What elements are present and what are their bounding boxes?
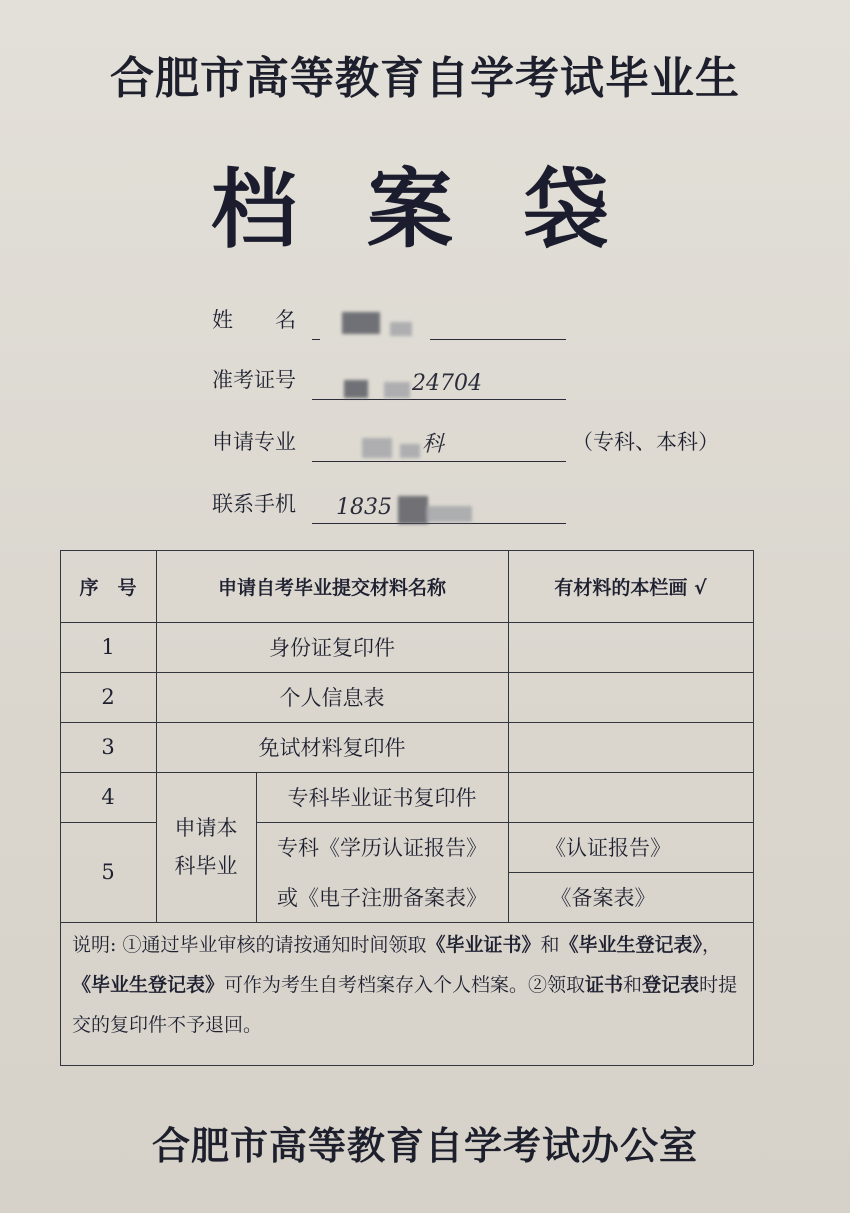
field-name	[212, 300, 572, 340]
field-exam-id-label: 准考证号	[212, 368, 296, 392]
field-major-label: 申请专业	[212, 430, 296, 454]
field-name-label: 姓 名	[212, 308, 296, 332]
redaction-mark	[390, 322, 412, 336]
row-5-material-line2: 或《电子注册备案表》	[277, 886, 487, 910]
redaction-mark	[342, 312, 380, 334]
field-name-underline-b	[430, 339, 566, 340]
note-form2: 《毕业生登记表》	[72, 974, 225, 996]
row-1-material: 身份证复印件	[269, 636, 395, 660]
note-and2: 和	[623, 974, 643, 996]
table-border	[753, 550, 754, 1065]
table-header-seq: 序 号	[79, 576, 137, 599]
table-header-material: 申请自考毕业提交材料名称	[217, 576, 446, 599]
header-title: 合肥市高等教育自学考试毕业生	[110, 53, 740, 104]
field-phone-underline	[312, 523, 566, 524]
field-major-suffix: （专科、本科）	[572, 430, 719, 454]
row-2-seq: 2	[101, 685, 115, 709]
redaction-mark	[426, 506, 472, 522]
row-3-material: 免试材料复印件	[258, 736, 406, 760]
note-mid: 可作为考生自考档案存入个人档案。②领取	[224, 974, 586, 996]
row-4-seq: 4	[101, 785, 115, 809]
redaction-mark	[400, 444, 420, 458]
note-sep: ，	[702, 934, 722, 956]
redaction-mark	[344, 380, 368, 398]
row-5-material-line1: 专科《学历认证报告》	[277, 836, 487, 860]
redaction-mark	[384, 382, 410, 398]
note-cert: 《毕业证书》	[426, 934, 541, 956]
field-phone-label: 联系手机	[212, 492, 296, 516]
field-phone	[212, 484, 572, 524]
group-label-line2: 科毕业	[174, 854, 238, 878]
redaction-mark	[362, 438, 392, 458]
note-cert2: 证书	[585, 974, 624, 996]
note-prefix: 说明: ①通过毕业审核的请按通知时间领取	[72, 934, 427, 956]
field-exam-id-underline	[312, 399, 566, 400]
group-label	[156, 772, 256, 922]
field-name-underline-a	[312, 339, 320, 340]
row-4-material: 专科毕业证书复印件	[287, 786, 477, 810]
note-form: 《毕业生登记表》	[559, 934, 702, 956]
field-major-value: 科	[422, 432, 445, 457]
field-major	[212, 422, 732, 462]
table-border	[60, 1065, 753, 1066]
note-text	[72, 925, 744, 1045]
field-exam-id	[212, 360, 572, 400]
table-border	[60, 922, 753, 923]
row-2-material: 个人信息表	[279, 686, 385, 710]
redaction-mark	[398, 496, 428, 524]
row-5-check-line1: 《认证报告》	[545, 836, 671, 860]
note-form3: 登记表	[642, 974, 700, 996]
footer-title: 合肥市高等教育自学考试办公室	[151, 1123, 698, 1168]
group-label-line1: 申请本	[174, 816, 238, 840]
main-title: 档案袋	[211, 159, 679, 260]
row-5-seq: 5	[101, 860, 115, 884]
row-1-seq: 1	[101, 635, 115, 659]
row-3-seq: 3	[101, 735, 115, 759]
field-exam-id-value: 24704	[412, 371, 482, 396]
field-phone-value: 1835	[336, 495, 392, 520]
note-end: 时提交的复印件不予退回。	[72, 974, 738, 1036]
field-major-underline	[312, 461, 566, 462]
row-5-check-line2: 《备案表》	[550, 886, 656, 910]
table-header-check: 有材料的本栏画 √	[554, 576, 707, 599]
note-and: 和	[540, 934, 560, 956]
